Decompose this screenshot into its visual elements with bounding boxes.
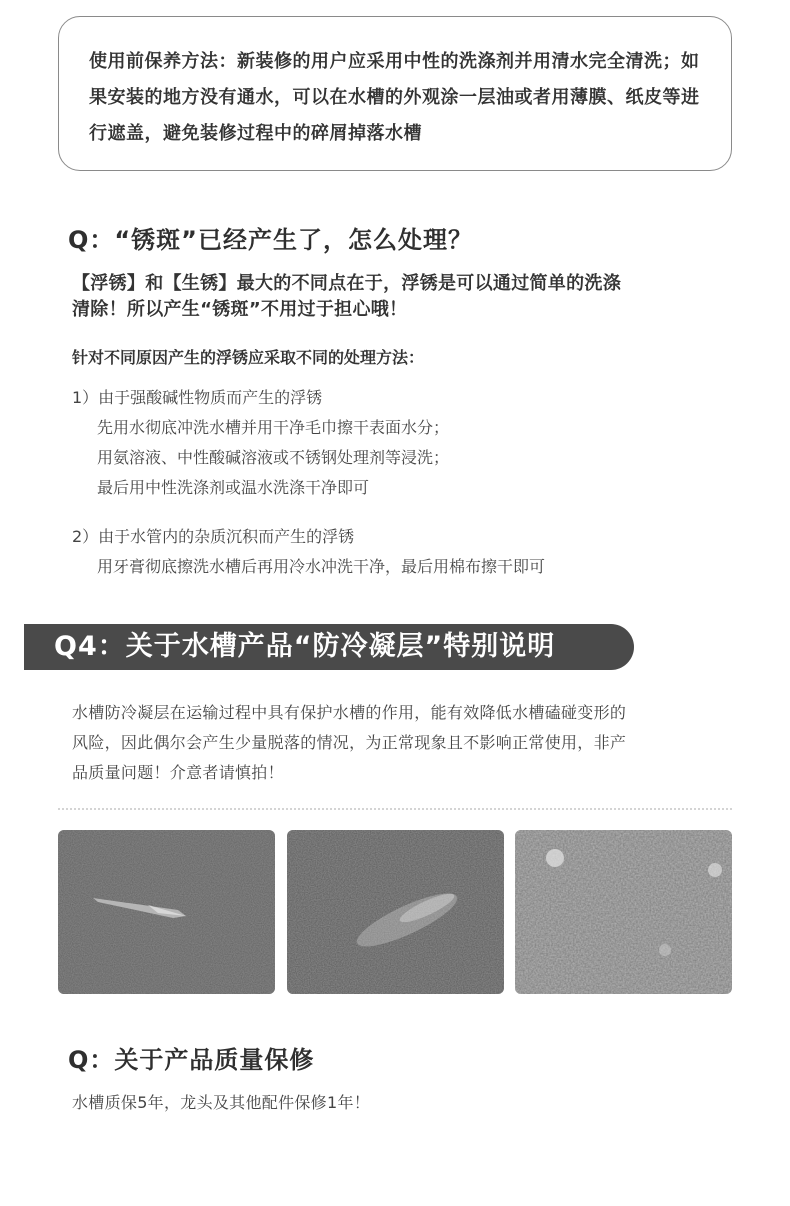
coating-section-banner [24,624,634,670]
rust-methods-heading: 针对不同原因产生的浮锈应采取不同的处理方法： [72,348,425,367]
coating-description-line-3: 品质量问题！介意者请慎拍！ [72,763,284,782]
coating-description-line-2: 风险，因此偶尔会产生少量脱落的情况，为正常现象且不影响正常使用，非产 [72,733,627,752]
rust-method-1-step-2: 用氨溶液、中性酸碱溶液或不锈钢处理剂等浸洗； [97,448,450,467]
rust-question-title: Q：“锈斑”已经产生了，怎么处理？ [68,226,473,254]
rust-method-2-step-1: 用牙膏彻底擦洗水槽后再用冷水冲洗干净，最后用棉布擦干即可 [97,557,546,576]
rust-method-1-heading: 1）由于强酸碱性物质而产生的浮锈 [72,388,323,407]
coating-description-line-1: 水槽防冷凝层在运输过程中具有保护水槽的作用，能有效降低水槽磕碰变形的 [72,703,627,722]
coating-photo-peeling [287,830,504,994]
coating-section-title: Q4：关于水槽产品“防冷凝层”特别说明 [54,631,556,662]
dotted-divider [58,808,732,810]
care-notice-text: 使用前保养方法：新装修的用户应采用中性的洗涤剂并用清水完全清洗；如果安装的地方没有通水，可以在水槽的外观涂一层油或者用薄膜、纸皮等进行遮盖，避免装修过程中的碎屑掉落水槽 [89,51,700,144]
warranty-text: 水槽质保5年，龙头及其他配件保修1年！ [72,1093,371,1112]
rust-intro-line-1: 【浮锈】和【生锈】最大的不同点在于，浮锈是可以通过简单的洗涤 [72,273,621,294]
care-notice-box [58,16,732,171]
rust-method-1-step-3: 最后用中性洗涤剂或温水洗涤干净即可 [97,478,370,497]
coating-photo-scratch [58,830,275,994]
rust-method-1-step-1: 先用水彻底冲洗水槽并用干净毛巾擦干表面水分； [97,418,450,437]
rust-intro-line-2: 清除！所以产生“锈斑”不用过于担心哦！ [72,299,408,320]
coating-photo-texture [515,830,732,994]
warranty-question-title: Q：关于产品质量保修 [68,1046,315,1074]
rust-method-2-heading: 2）由于水管内的杂质沉积而产生的浮锈 [72,527,355,546]
